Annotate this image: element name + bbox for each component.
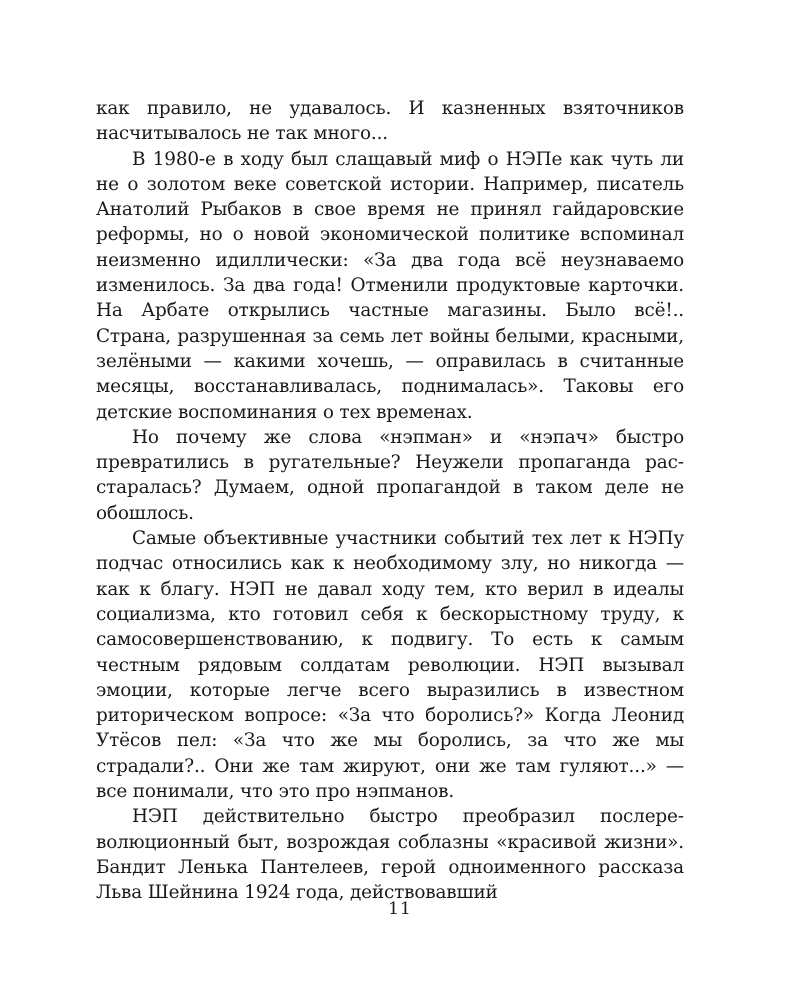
page-number: 11 [388,899,412,919]
paragraph-nepman-words: Но почему же слова «нэпман» и «нэпач» быстро превратились в ругательные? Неужели пропаганда расстаралась? Думаем, одной пропагандой в таком деле не обошлось. [96,426,684,524]
paragraph-nep-transformed: НЭП действительно быстро преобразил послереволюционный быт, возрождая соблазны «красивой жизни». Бандит Ленька Пантелеев, герой одноименного рассказа Льва Шейнина 1924 года, действовавший [96,806,684,904]
page-body [96,96,684,906]
paragraph-nep-myth: В 1980-е в ходу был слащавый миф о НЭПе как чуть ли не о золотом веке советской истории. Например, писатель Анатолий Рыбаков в свое время не принял гайдаровские реформы, но о новой экономической политике вспоминал неизменно идиллически: «За два года всё неузнаваемо изменилось. За два года! Отменили продуктовые карточки. На Арбате открылись частные магазины. Было всё!.. Страна, разрушенная за семь лет войны белыми, красными, зелёными — какими хочешь, — оправилась в считанные месяцы, восстанавливалась, поднималась». Таковы его детские воспоминания о тех временах. [96,148,684,423]
paragraph-objective-participants: Самые объективные участники событий тех лет к НЭПу подчас относились как к необходимому злу, но никогда — как к благу. НЭП не давал ходу тем, кто верил в идеалы социализма, кто готовил себя к бескорыстному труду, к самосовершенствованию, к подвигу. То есть к самым честным рядовым солдатам революции. НЭП вызывал эмоции, которые легче всего выразились в известном риторическом вопросе: «За что боролись?» Когда Леонид Утёсов пел: «За что же мы боролись, за что же мы страдали?.. Они же там жируют, они же там гуляют...» — все понимали, что это про нэпманов. [96,528,684,803]
paragraph-continuation: как правило, не удавалось. И казненных взяточников насчитывалось не так много... [96,98,684,145]
